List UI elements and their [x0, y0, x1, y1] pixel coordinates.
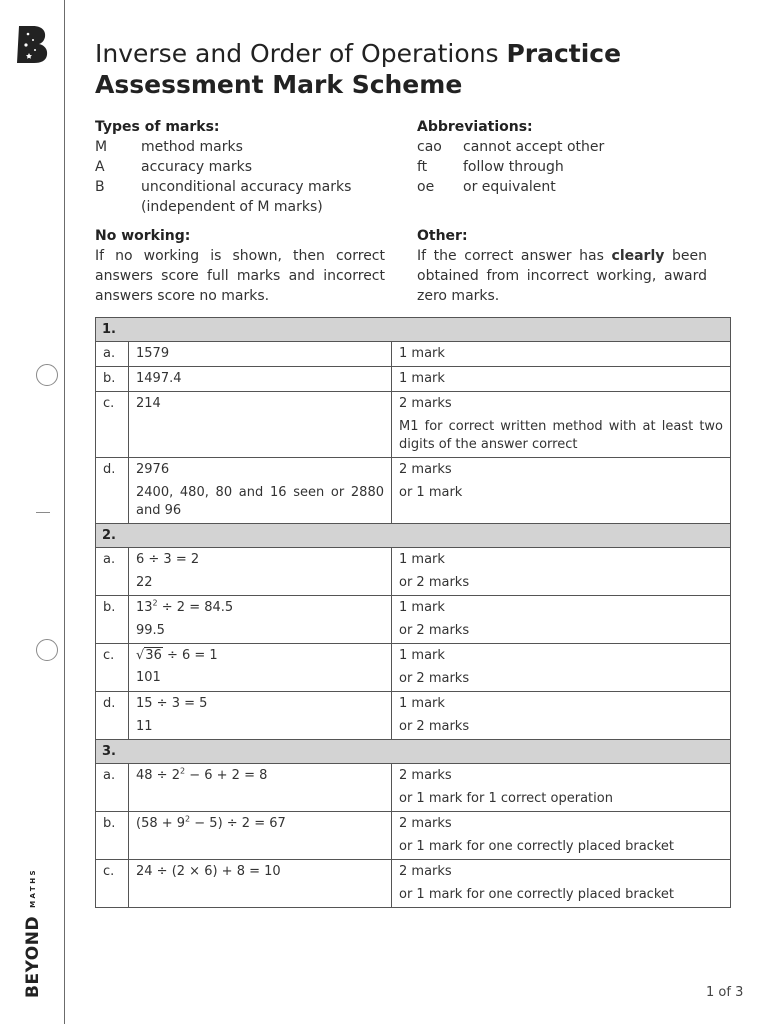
table-row — [96, 367, 731, 392]
table-row — [96, 342, 731, 367]
other — [417, 226, 707, 306]
marks-alt: or 1 mark for 1 correct operation — [399, 791, 613, 806]
types-of-marks — [95, 117, 385, 217]
part-label: c. — [103, 648, 115, 663]
mark-type-row — [95, 157, 385, 177]
expr-post: − 6 + 2 = 8 — [185, 768, 268, 783]
part-label: c. — [103, 864, 115, 879]
other-text-bold: clearly — [611, 248, 665, 264]
answer-cell: 1497.4 — [136, 371, 182, 386]
marks-cell: 1 mark — [399, 600, 445, 615]
mark-type-key: B — [95, 179, 105, 195]
table-row — [96, 644, 731, 692]
answer-cell: 1579 — [136, 346, 170, 361]
answer-cell: 11 — [136, 719, 153, 734]
binder-hole — [36, 364, 58, 386]
marks-alt: or 1 mark — [399, 485, 463, 500]
question-label: 2. — [96, 524, 731, 548]
abbreviation-key: ft — [417, 159, 428, 175]
abbreviation-desc: or equivalent — [463, 179, 556, 195]
table-row — [96, 692, 731, 740]
question-header — [96, 740, 731, 764]
working-exponent: 2 — [152, 598, 158, 608]
part-label: b. — [103, 816, 116, 831]
abbreviations-heading: Abbreviations: — [417, 119, 533, 135]
mark-type-row — [95, 177, 385, 197]
question-header — [96, 524, 731, 548]
marks-alt: or 1 mark for one correctly placed bracket — [399, 887, 674, 902]
expr-pre: 48 ÷ 2 — [136, 768, 180, 783]
other-text-after: been obtained from incorrect working, award zero marks. — [417, 248, 708, 304]
marks-alt: or 2 marks — [399, 719, 470, 734]
table-row — [96, 458, 731, 524]
table-row — [96, 764, 731, 812]
expr-post: − 5) ÷ 2 = 67 — [190, 816, 286, 831]
answer-cell: 22 — [136, 575, 153, 590]
part-label: b. — [103, 600, 116, 615]
beyond-logo-icon — [15, 24, 49, 64]
part-label: d. — [103, 462, 116, 477]
abbreviation-row — [417, 177, 731, 197]
table-row — [96, 596, 731, 644]
marks-alt: or 2 marks — [399, 671, 470, 686]
question-label: 3. — [96, 740, 731, 764]
marks-cell: 1 mark — [399, 648, 445, 663]
marks-cell: 2 marks — [399, 864, 452, 879]
expr-pre: (58 + 9 — [136, 816, 186, 831]
title-bold-2: Assessment Mark Scheme — [95, 70, 463, 99]
answer-cell: 99.5 — [136, 623, 165, 638]
brand-main-text: BEYOND — [23, 915, 43, 998]
working-cell — [129, 596, 391, 620]
no-working-heading: No working: — [95, 228, 191, 244]
no-working — [95, 226, 385, 306]
abbreviation-key: oe — [417, 179, 435, 195]
table-row — [96, 548, 731, 596]
marks-cell: 2 marks — [399, 768, 452, 783]
working-rest: ÷ 6 = 1 — [162, 648, 218, 663]
answer-cell: 214 — [136, 396, 161, 411]
abbreviation-row — [417, 137, 731, 157]
marks-cell: 1 mark — [399, 552, 445, 567]
question-label: 1. — [96, 318, 731, 342]
radicand: 36 — [145, 648, 162, 663]
marks-cell: 1 mark — [399, 696, 445, 711]
other-heading: Other: — [417, 228, 468, 244]
other-text — [417, 246, 707, 306]
mark-type-row — [95, 197, 385, 217]
working-base: 13 — [136, 600, 153, 615]
abbreviation-row — [417, 157, 731, 177]
marks-cell: 2 marks — [399, 462, 452, 477]
answer-cell — [129, 812, 391, 836]
answer-cell: 101 — [136, 670, 161, 685]
marks-alt: or 1 mark for one correctly placed bracket — [399, 839, 674, 854]
part-label: c. — [103, 396, 115, 411]
working-cell — [129, 644, 391, 668]
brand-wordmark — [22, 862, 44, 998]
part-label: a. — [103, 552, 116, 567]
working-cell: 2400, 480, 80 and 16 seen or 2880 and 96 — [136, 485, 384, 518]
brand-sub-text: MATHS — [29, 867, 37, 908]
mark-scheme-table — [95, 317, 731, 908]
title-bold-1: Practice — [506, 39, 622, 68]
sidebar-rule — [64, 0, 65, 1024]
mark-type-key: M — [95, 139, 108, 155]
mark-type-desc: accuracy marks — [141, 159, 252, 175]
part-label: b. — [103, 371, 116, 386]
fold-mark — [36, 512, 50, 513]
table-row — [96, 392, 731, 458]
abbreviation-desc: cannot accept other — [463, 139, 605, 155]
marks-alt: or 2 marks — [399, 623, 470, 638]
part-label: a. — [103, 346, 116, 361]
no-working-text: If no working is shown, then correct answers score full marks and incorrect answers score no marks. — [95, 248, 385, 304]
abbreviation-desc: follow through — [463, 159, 564, 175]
page-number: 1 of 3 — [706, 985, 744, 1000]
expr-exponent: 2 — [185, 814, 191, 824]
abbreviation-key: cao — [417, 139, 442, 155]
binder-hole — [36, 639, 58, 661]
marks-cell: 1 mark — [399, 371, 445, 386]
working-cell: 15 ÷ 3 = 5 — [136, 696, 208, 711]
marks-cell: 1 mark — [399, 346, 445, 361]
marks-cell: 2 marks — [399, 816, 452, 831]
answer-cell — [129, 764, 391, 788]
working-rest: ÷ 2 = 84.5 — [157, 600, 234, 615]
mark-type-desc: method marks — [141, 139, 243, 155]
other-text-before: If the correct answer has — [417, 248, 612, 264]
answer-cell: 24 ÷ (2 × 6) + 8 = 10 — [136, 864, 281, 879]
page-title — [95, 38, 745, 100]
answer-cell: 2976 — [136, 462, 170, 477]
mark-type-row — [95, 137, 385, 157]
marks-note: M1 for correct written method with at least two digits of the answer correct — [399, 419, 723, 452]
table-row — [96, 860, 731, 908]
table-row — [96, 812, 731, 860]
square-root-icon: √36 — [136, 648, 162, 663]
abbreviations — [417, 117, 731, 197]
mark-type-key: A — [95, 159, 105, 175]
part-label: d. — [103, 696, 116, 711]
mark-type-note: (independent of M marks) — [141, 199, 323, 215]
marks-alt: or 2 marks — [399, 575, 470, 590]
title-regular: Inverse and Order of Operations — [95, 39, 507, 68]
working-cell: 6 ÷ 3 = 2 — [136, 552, 200, 567]
question-header — [96, 318, 731, 342]
marks-cell: 2 marks — [399, 396, 452, 411]
mark-type-desc: unconditional accuracy marks — [141, 179, 352, 195]
expr-exponent: 2 — [179, 766, 186, 776]
part-label: a. — [103, 768, 116, 783]
types-of-marks-heading: Types of marks: — [95, 119, 220, 135]
